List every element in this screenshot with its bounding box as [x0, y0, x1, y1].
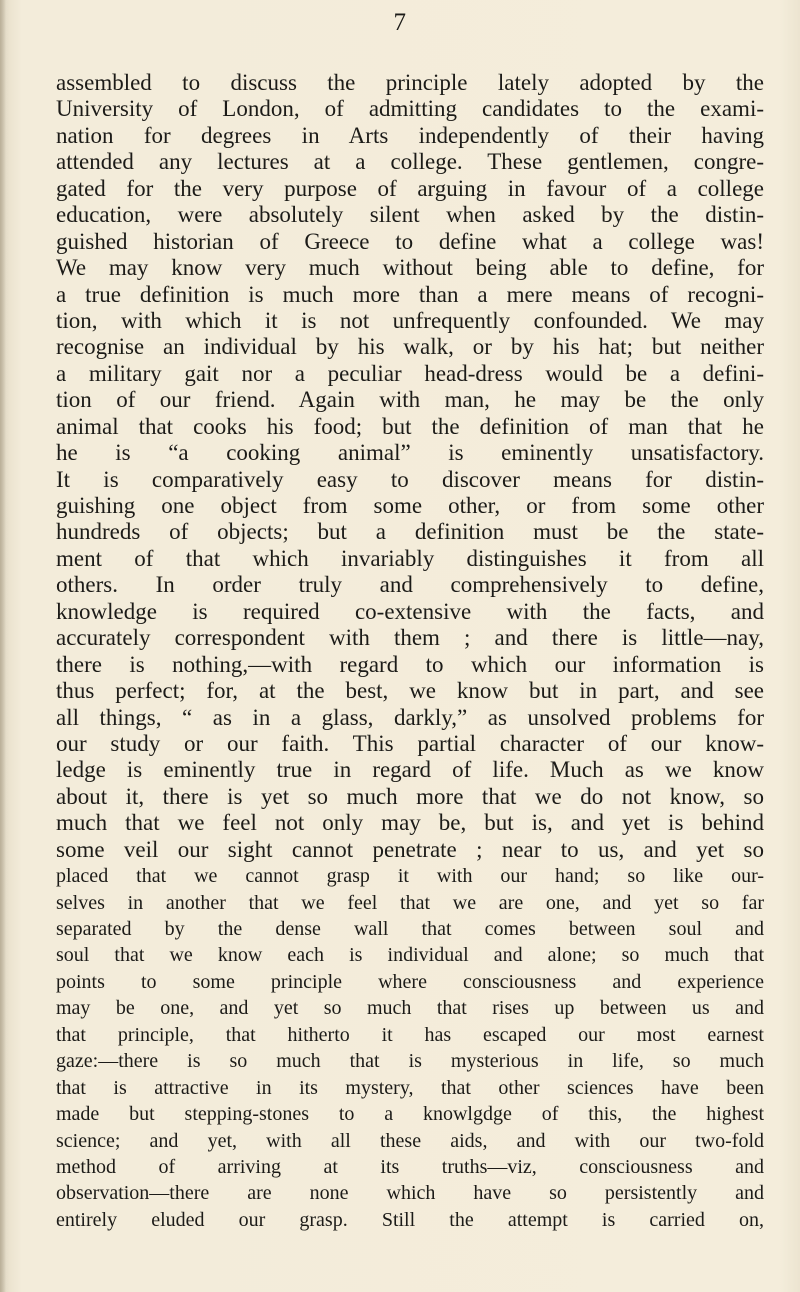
text-line: points to some principle where consciousness and experience	[56, 970, 764, 993]
page-number: 7	[393, 9, 407, 36]
body-text	[56, 70, 764, 1233]
text-line: he is “a cooking animal” is eminently unsatisfactory.	[56, 440, 764, 466]
text-line: tion, with which it is not unfrequently confounded. We may	[56, 307, 764, 333]
text-line: thus perfect; for, at the best, we know but in part, and see	[56, 678, 764, 704]
text-line: animal that cooks his food; but the definition of man that he	[56, 413, 764, 439]
text-line: attended any lectures at a college. These gentlemen, congre-	[56, 149, 764, 175]
text-line: nation for degrees in Arts independently of their having	[56, 122, 764, 148]
text-line: our study or our faith. This partial character of our know-	[56, 730, 764, 756]
text-line: about it, there is yet so much more that we do not know, so	[56, 783, 764, 809]
text-line: hundreds of objects; but a definition must be the state-	[56, 519, 764, 545]
text-line: placed that we cannot grasp it with our hand; so like our-	[56, 865, 764, 888]
text-line: a military gait nor a peculiar head-dress would be a defini-	[56, 360, 764, 386]
text-line: method of arriving at its truths—viz, consciousness and	[56, 1155, 764, 1178]
text-line: assembled to discuss the principle lately adopted by the	[56, 70, 764, 95]
text-line: knowledge is required co-extensive with the facts, and	[56, 598, 764, 624]
text-line: entirely eluded our grasp. Still the attempt is carried on,	[56, 1208, 764, 1231]
text-line: ment of that which invariably distinguishes it from all	[56, 545, 764, 571]
text-line: made but stepping-stones to a knowlgdge of this, the highest	[56, 1103, 764, 1126]
spine-shadow	[0, 0, 6, 1292]
text-line: recognise an individual by his walk, or by his hat; but neither	[56, 334, 764, 360]
text-line: gated for the very purpose of arguing in favour of a college	[56, 175, 764, 201]
text-line: much that we feel not only may be, but is, and yet is behind	[56, 810, 764, 836]
text-line: may be one, and yet so much that rises up between us and	[56, 997, 764, 1020]
text-line: It is comparatively easy to discover means for distin-	[56, 466, 764, 492]
text-line: science; and yet, with all these aids, and with our two-fold	[56, 1129, 764, 1152]
text-line: accurately correspondent with them ; and there is little—nay,	[56, 625, 764, 651]
text-line: University of London, of admitting candidates to the exami-	[56, 96, 764, 122]
text-line: that principle, that hitherto it has escaped our most earnest	[56, 1023, 764, 1046]
text-line: there is nothing,—with regard to which our information is	[56, 651, 764, 677]
text-line: guishing one object from some other, or from some other	[56, 493, 764, 518]
text-line: observation—there are none which have so persistently and	[56, 1182, 764, 1205]
text-line: tion of our friend. Again with man, he may be the only	[56, 387, 764, 413]
text-line: gaze:—there is so much that is mysterious in life, so much	[56, 1050, 764, 1073]
text-line: soul that we know each is individual and alone; so much that	[56, 944, 764, 967]
text-line: separated by the dense wall that comes between soul and	[56, 918, 764, 940]
text-line: that is attractive in its mystery, that other sciences have been	[56, 1076, 764, 1099]
text-line: ledge is eminently true in regard of life. Much as we know	[56, 757, 764, 783]
text-line: selves in another that we feel that we are one, and yet so far	[56, 891, 764, 914]
text-line: others. In order truly and comprehensively to define,	[56, 572, 764, 598]
text-line: some veil our sight cannot penetrate ; near to us, and yet so	[56, 836, 764, 862]
text-line: We may know very much without being able to define, for	[56, 255, 764, 281]
text-line: all things, “ as in a glass, darkly,” as unsolved problems for	[56, 704, 764, 730]
text-line: a true definition is much more than a mere means of recogni-	[56, 281, 764, 307]
text-line: guished historian of Greece to define what a college was!	[56, 228, 764, 254]
text-line: education, were absolutely silent when asked by the distin-	[56, 202, 764, 228]
